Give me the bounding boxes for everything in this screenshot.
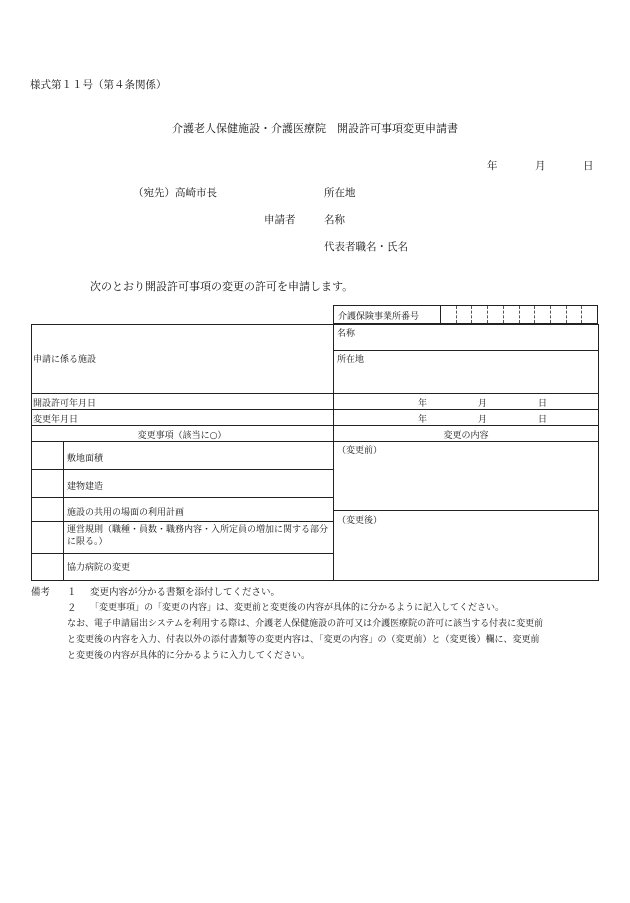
- permit-date-label: 開設許可年月日: [33, 399, 97, 409]
- item-operating-rules: 運営規則（職種・員数・職務内容・入所定員の増加に関する部分に限る。）: [67, 525, 329, 547]
- note-2: 「変更事項」の「変更の内容」は、変更前と変更後の内容が具体的に分かるように記入してください。: [90, 603, 505, 613]
- date-day-label: 日: [583, 160, 594, 172]
- change-month-unit: 月: [478, 415, 488, 425]
- table-border: [31, 324, 599, 325]
- facility-label: 申請に係る施設: [33, 355, 97, 365]
- row-divider: [31, 393, 599, 394]
- permit-day-unit: 日: [538, 399, 548, 409]
- item-site-area: 敷地面積: [67, 454, 104, 464]
- digit-cell[interactable]: [487, 306, 503, 323]
- digit-cell[interactable]: [534, 306, 550, 323]
- digit-cell[interactable]: [519, 306, 535, 323]
- row-divider: [31, 521, 333, 522]
- facility-address-label: 所在地: [337, 355, 365, 365]
- applicant-name-label: 名称: [324, 214, 345, 226]
- row-divider: [31, 441, 599, 442]
- application-table: [31, 324, 599, 580]
- addressee: （宛先）高崎市長: [133, 187, 217, 199]
- representative-label: 代表者職名・氏名: [324, 241, 408, 253]
- note-3-line-3: と変更後の内容が具体的に分かるように入力してください。: [67, 651, 311, 661]
- digit-cell[interactable]: [550, 306, 566, 323]
- permit-year-unit: 年: [418, 399, 428, 409]
- permit-month-unit: 月: [478, 399, 488, 409]
- note-3-line-2: と変更後の内容を入力、付表以外の添付書類等の変更内容は、「変更の内容」の（変更前）と（変更後）欄に、変更前: [67, 635, 540, 645]
- note-1-number: １: [67, 587, 77, 598]
- before-label: （変更前）: [337, 446, 383, 456]
- row-divider: [31, 553, 333, 554]
- column-divider: [333, 324, 334, 580]
- notes-label: 備考: [31, 587, 51, 598]
- digit-cell[interactable]: [566, 306, 582, 323]
- table-border: [31, 324, 32, 580]
- applicant-label: 申請者: [264, 214, 296, 226]
- item-cooperating-hospital: 協力病院の変更: [67, 563, 131, 573]
- row-divider: [31, 469, 333, 470]
- row-divider: [31, 497, 333, 498]
- provider-number-cells[interactable]: [440, 306, 597, 323]
- check-column-divider: [63, 441, 64, 580]
- note-2-number: ２: [67, 603, 77, 614]
- intro-text: 次のとおり開設許可事項の変更の許可を申請します。: [90, 280, 354, 293]
- note-1: 変更内容が分かる書類を添付してください。: [90, 587, 281, 598]
- table-border: [598, 324, 599, 580]
- row-divider: [333, 350, 599, 351]
- row-divider: [333, 510, 599, 511]
- date-month-label: 月: [535, 160, 546, 172]
- change-date-label: 変更年月日: [33, 415, 79, 425]
- applicant-address-label: 所在地: [324, 187, 356, 199]
- digit-cell[interactable]: [581, 306, 597, 323]
- provider-number-box: [333, 305, 598, 324]
- change-day-unit: 日: [538, 415, 548, 425]
- item-shared-space-plan: 施設の共用の場面の利用計画: [67, 508, 185, 518]
- digit-cell[interactable]: [503, 306, 519, 323]
- change-items-header: 変更事項（該当に○）: [137, 431, 227, 441]
- after-label: （変更後）: [337, 516, 383, 526]
- provider-number-label: 介護保険事業所番号: [338, 312, 420, 322]
- date-year-label: 年: [487, 160, 498, 172]
- page-title: 介護老人保健施設・介護医療院 開設許可事項変更申請書: [172, 122, 458, 135]
- digit-cell[interactable]: [471, 306, 487, 323]
- note-3-line-1: なお、電子申請届出システムを利用する際は、介護老人保健施設の許可又は介護医療院の許可に該当する付表に変更前: [67, 619, 544, 629]
- item-building: 建物建造: [67, 482, 104, 492]
- row-divider: [31, 409, 599, 410]
- table-border: [31, 580, 599, 581]
- change-year-unit: 年: [418, 415, 428, 425]
- digit-cell[interactable]: [456, 306, 472, 323]
- form-number: 様式第１１号（第４条関係）: [30, 79, 167, 91]
- facility-name-label: 名称: [337, 329, 356, 339]
- row-divider: [31, 425, 599, 426]
- digit-cell[interactable]: [440, 306, 456, 323]
- change-content-header: 変更の内容: [443, 431, 489, 441]
